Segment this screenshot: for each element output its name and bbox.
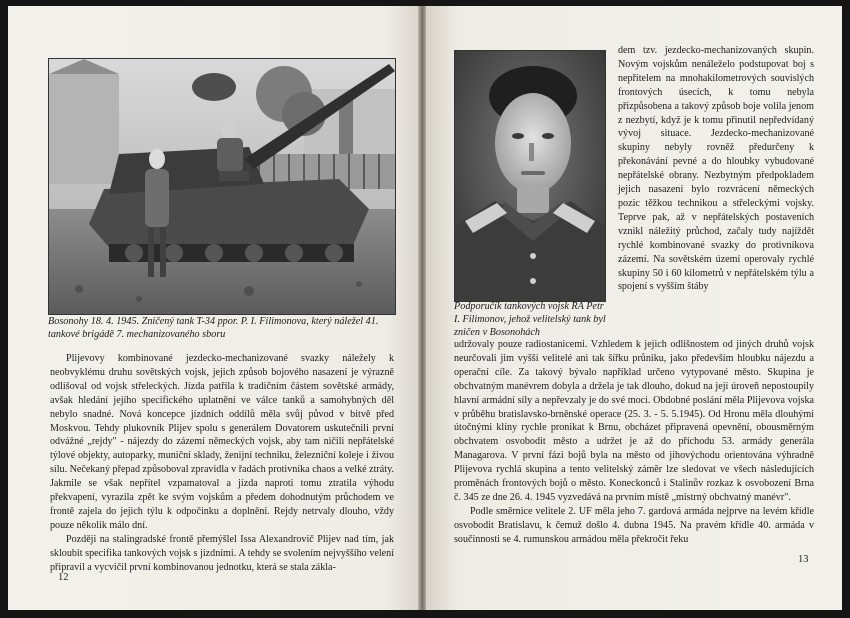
right-page [426, 6, 842, 610]
paragraph: dem tzv. jezdecko-mechanizovaných skupin. Novým vojskům nenáleželo podstupovat boj s nepřítelem na mnohakilometrových souvislých frontových úsecích, k tomu nebyla přizpůsobena a takový způsob boje volila jenom z nezbytí, když je k tomu přinutil nepředvídaný vývoj situace. Jezdecko-mechanizované skupiny nebyly rovněž předurčeny k překonávání pevné a do hloubky vybudované nepřátelské obrany. Nezbytným předpokladem jejich nasazení bylo rozvrácení německých pozic těžkou technikou a střeleckými vojsky. Teprve pak, až v nepřátelských postaveních vznikl náležitý průchod, začaly tudy najíždět rychlé kombinované svazky do protivníkova zázemí. Na sovětském území operovaly rychlé skupiny 50 i 60 kilometrů v nepřátelském týlu a spojení s vyšším štáby [618, 45, 814, 293]
paragraph: Podle směrnice velitele 2. UF měla jeho 7. gardová armáda nejprve na levém křídle osvobodit Bratislavu, k čemuž došlo 4. dubna 1945. Na pravém křídle 40. armáda v součinnosti se 4. rumunskou armádou měla překročit řeku [454, 505, 814, 545]
portrait-photo-image [455, 51, 605, 301]
left-body-text [50, 352, 394, 575]
page-number: 12 [58, 572, 69, 583]
portrait-caption: Podporučík tankových vojsk RA Petr I. Filimonov, jehož velitelský tank byl zničen v Bosonohách [454, 301, 606, 338]
portrait-photo [454, 50, 606, 302]
left-page [8, 6, 420, 610]
paragraph: udržovaly pouze radiostanicemi. Vzhledem k jejich odlišnostem od jiných druhů vojsk neurčovali jim vyšší velitelé ani tak šířku průniku, jako především hloubku nájezdu a operační cíle. Za takový bývalo například určeno vytypované město. Skupina je obchvatným manévrem dobyla a držela je tak dlouho, dokud na její úroveň nepostoupily hlavní armádní síly a nepřevzaly je do své moci. Obdobné poslání měla Plijevova vojska v průběhu bratislavsko-brněnské operace (25. 3. - 5. 5.1945). Od Hronu měla dlouhými útočnými klíny rychle pronikat k Brnu, obcházet připravená opevnění, obousměrným obchvatem osvobodit město a udržet je až do příchodu 53. armády generála Managarova. V první fázi bojů byla na město od jihovýchodu orientována výhradně Plijevova rychlá skupina a tento velitelský záměr lze sledovat ve všech následujících proměnách frontových bojů o město. Koneckonců i Stalinův rozkaz k osvobození Brna č. 345 ze dne 26. 4. 1945 vyzvedává na prvním místě „mistrný obchvatný manévr". [454, 339, 814, 503]
paragraph: Později na stalingradské frontě přemýšlel Issa Alexandrovič Plijev nad tím, jak skloubit specifika tankových vojsk s jízdními. A tehdy se svolením nejvyššího velení připravil a vycvičil první kombinovanou jednotku, která se stala zákla- [50, 533, 394, 573]
paragraph: Plijevovy kombinované jezdecko-mechanizované svazky náležely k neobvyklému druhu sovětských vojsk, jejich způsob bojového nasazení je výrazně odlišoval od vojsk střeleckých. Jízda patřila k tradičním částem sovětské armády, avšak hledání jejího specifického uplatnění ve válce tanků a samohybných děl nebylo snadné. Nová koncepce jízdních oddílů měla svůj původ v bitvě před Moskvou. Tehdy plukovník Plijev spolu s generálem Dovatorem uskutečnili první odvážné „rejdy" - nájezdy do zázemí německých vojsk, aby tam ničili nepřátelské týlové objekty, autoparky, muniční sklady, ženijní techniku, železniční koleje i živou sílu. Nečekaný přepad způsoboval zpravidla v řadách protivníka chaos a velké ztráty. Jakmile se však nepřítel vzpamatoval a jízda naproti tomu ztratila výhodu překvapení, vyrazila zpět ke svým vojskům a předem dohodnutým průchodem ve frontě zajela do jejich týlu k odpočinku a doplnění. Rejdy netrvaly dlouho, vždy pouze několik málo dní. [50, 353, 394, 531]
tank-photo-caption: Bosonohy 18. 4. 1945. Zničený tank T-34 ppor. P. I. Filimonova, který náležel 41. tankové brigádě 7. mechanizovaného sboru [48, 316, 379, 340]
tank-photo [48, 58, 396, 315]
page-number: 13 [798, 554, 809, 565]
right-side-text [618, 44, 814, 294]
right-body-text [454, 338, 814, 547]
tank-photo-image [49, 59, 395, 314]
